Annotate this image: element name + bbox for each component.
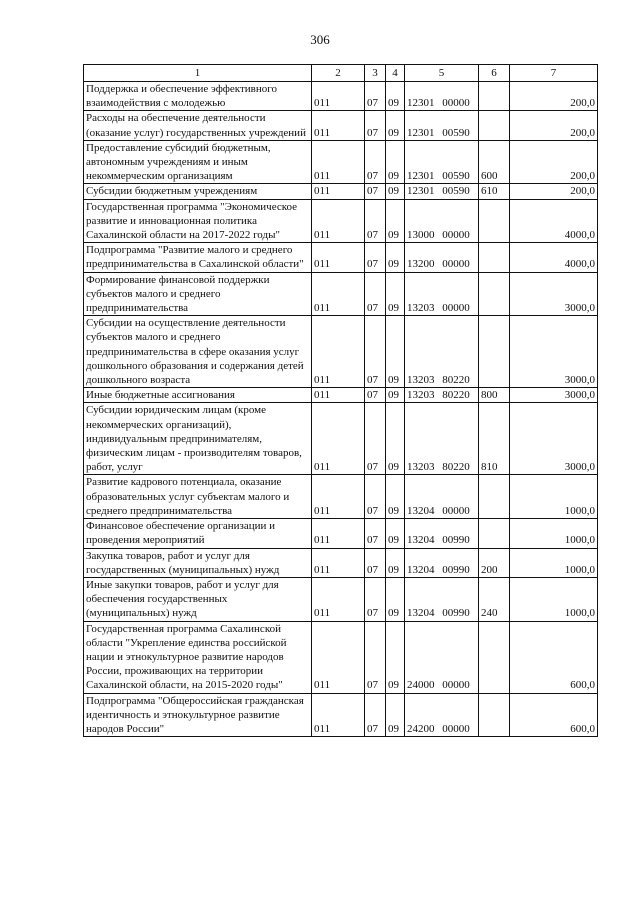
page-number: 306 [310, 32, 330, 47]
table-row [84, 82, 598, 111]
section-code-cell: 07 [365, 272, 386, 316]
amount-cell: 200,0 [510, 140, 598, 184]
subsection-code-cell: 09 [386, 199, 405, 243]
amount-cell: 1000,0 [510, 475, 598, 519]
table-row [84, 243, 598, 272]
expense-type-cell [479, 272, 510, 316]
section-code-cell: 07 [365, 475, 386, 519]
row-name-cell: Иные бюджетные ассигнования [84, 388, 312, 403]
column-header: 3 [365, 65, 386, 82]
expense-type-cell: 610 [479, 184, 510, 199]
target-article-cell: 12301 00590 [405, 111, 479, 140]
expense-type-cell [479, 199, 510, 243]
table-row [84, 621, 598, 693]
target-article-cell: 13203 80220 [405, 388, 479, 403]
amount-cell: 600,0 [510, 693, 598, 737]
admin-code-cell: 011 [312, 693, 365, 737]
section-code-cell: 07 [365, 548, 386, 577]
expense-type-cell [479, 111, 510, 140]
admin-code-cell: 011 [312, 577, 365, 621]
amount-cell: 3000,0 [510, 388, 598, 403]
admin-code-cell: 011 [312, 519, 365, 548]
table-row [84, 184, 598, 199]
section-code-cell: 07 [365, 519, 386, 548]
section-code-cell: 07 [365, 140, 386, 184]
target-article-cell: 13000 00000 [405, 199, 479, 243]
amount-cell: 200,0 [510, 82, 598, 111]
row-name-cell: Закупка товаров, работ и услуг для государственных (муниципальных) нужд [84, 548, 312, 577]
subsection-code-cell: 09 [386, 693, 405, 737]
section-code-cell: 07 [365, 184, 386, 199]
target-article-cell: 12301 00590 [405, 140, 479, 184]
expense-type-cell: 240 [479, 577, 510, 621]
subsection-code-cell: 09 [386, 548, 405, 577]
section-code-cell: 07 [365, 621, 386, 693]
section-code-cell: 07 [365, 316, 386, 388]
expense-type-cell: 810 [479, 403, 510, 475]
target-article-cell: 13204 00000 [405, 475, 479, 519]
section-code-cell: 07 [365, 243, 386, 272]
admin-code-cell: 011 [312, 403, 365, 475]
amount-cell: 3000,0 [510, 403, 598, 475]
section-code-cell: 07 [365, 388, 386, 403]
table-row [84, 548, 598, 577]
target-article-cell: 13203 80220 [405, 316, 479, 388]
subsection-code-cell: 09 [386, 475, 405, 519]
column-header: 4 [386, 65, 405, 82]
header-row [84, 65, 598, 82]
expense-type-cell [479, 316, 510, 388]
table-row [84, 140, 598, 184]
admin-code-cell: 011 [312, 316, 365, 388]
table-row [84, 577, 598, 621]
amount-cell: 1000,0 [510, 548, 598, 577]
amount-cell: 200,0 [510, 184, 598, 199]
row-name-cell: Развитие кадрового потенциала, оказание образовательных услуг субъектам малого и среднего предпринимательства [84, 475, 312, 519]
target-article-cell: 13204 00990 [405, 519, 479, 548]
row-name-cell: Государственная программа "Экономическое развитие и инновационная политика Сахалинской области на 2017-2022 годы" [84, 199, 312, 243]
subsection-code-cell: 09 [386, 403, 405, 475]
subsection-code-cell: 09 [386, 140, 405, 184]
admin-code-cell: 011 [312, 140, 365, 184]
subsection-code-cell: 09 [386, 111, 405, 140]
amount-cell: 200,0 [510, 111, 598, 140]
admin-code-cell: 011 [312, 621, 365, 693]
amount-cell: 4000,0 [510, 243, 598, 272]
amount-cell: 3000,0 [510, 316, 598, 388]
subsection-code-cell: 09 [386, 243, 405, 272]
section-code-cell: 07 [365, 403, 386, 475]
table-row [84, 475, 598, 519]
expense-type-cell [479, 475, 510, 519]
admin-code-cell: 011 [312, 82, 365, 111]
column-header: 7 [510, 65, 598, 82]
expense-type-cell: 200 [479, 548, 510, 577]
row-name-cell: Государственная программа Сахалинской области "Укрепление единства российской нации и этнокультурное развитие народов России, проживающих на территории Сахалинской области, на 2015-2020 годы" [84, 621, 312, 693]
row-name-cell: Поддержка и обеспечение эффективного взаимодействия с молодежью [84, 82, 312, 111]
subsection-code-cell: 09 [386, 621, 405, 693]
subsection-code-cell: 09 [386, 82, 405, 111]
admin-code-cell: 011 [312, 272, 365, 316]
section-code-cell: 07 [365, 577, 386, 621]
expense-type-cell: 800 [479, 388, 510, 403]
target-article-cell: 13204 00990 [405, 548, 479, 577]
row-name-cell: Предоставление субсидий бюджетным, автономным учреждениям и иным некоммерческим организациям [84, 140, 312, 184]
target-article-cell: 24000 00000 [405, 621, 479, 693]
target-article-cell: 24200 00000 [405, 693, 479, 737]
row-name-cell: Иные закупки товаров, работ и услуг для обеспечения государственных (муниципальных) нужд [84, 577, 312, 621]
subsection-code-cell: 09 [386, 184, 405, 199]
table-row [84, 693, 598, 737]
admin-code-cell: 011 [312, 111, 365, 140]
table-row [84, 519, 598, 548]
target-article-cell: 13203 00000 [405, 272, 479, 316]
table-row [84, 403, 598, 475]
target-article-cell: 13203 80220 [405, 403, 479, 475]
table-row [84, 388, 598, 403]
expense-type-cell [479, 243, 510, 272]
target-article-cell: 12301 00000 [405, 82, 479, 111]
section-code-cell: 07 [365, 693, 386, 737]
section-code-cell: 07 [365, 82, 386, 111]
subsection-code-cell: 09 [386, 388, 405, 403]
amount-cell: 3000,0 [510, 272, 598, 316]
expense-type-cell [479, 82, 510, 111]
target-article-cell: 12301 00590 [405, 184, 479, 199]
admin-code-cell: 011 [312, 243, 365, 272]
row-name-cell: Расходы на обеспечение деятельности (оказание услуг) государственных учреждений [84, 111, 312, 140]
amount-cell: 4000,0 [510, 199, 598, 243]
table-body [84, 82, 598, 737]
expense-type-cell [479, 621, 510, 693]
table-row [84, 316, 598, 388]
table-row [84, 111, 598, 140]
expense-type-cell: 600 [479, 140, 510, 184]
table-row [84, 272, 598, 316]
budget-table [83, 64, 598, 737]
admin-code-cell: 011 [312, 184, 365, 199]
row-name-cell: Подпрограмма "Развитие малого и среднего предпринимательства в Сахалинской области" [84, 243, 312, 272]
section-code-cell: 07 [365, 111, 386, 140]
expense-type-cell [479, 693, 510, 737]
section-code-cell: 07 [365, 199, 386, 243]
target-article-cell: 13204 00990 [405, 577, 479, 621]
amount-cell: 1000,0 [510, 577, 598, 621]
subsection-code-cell: 09 [386, 316, 405, 388]
subsection-code-cell: 09 [386, 519, 405, 548]
admin-code-cell: 011 [312, 475, 365, 519]
table-row [84, 199, 598, 243]
column-header: 1 [84, 65, 312, 82]
column-header: 6 [479, 65, 510, 82]
expense-type-cell [479, 519, 510, 548]
row-name-cell: Финансовое обеспечение организации и проведения мероприятий [84, 519, 312, 548]
row-name-cell: Формирование финансовой поддержки субъектов малого и среднего предпринимательства [84, 272, 312, 316]
subsection-code-cell: 09 [386, 577, 405, 621]
row-name-cell: Субсидии юридическим лицам (кроме некоммерческих организаций), индивидуальным предпринимателям, физическим лицам - производителям товаров, работ, услуг [84, 403, 312, 475]
column-header: 2 [312, 65, 365, 82]
column-header: 5 [405, 65, 479, 82]
row-name-cell: Субсидии бюджетным учреждениям [84, 184, 312, 199]
subsection-code-cell: 09 [386, 272, 405, 316]
row-name-cell: Подпрограмма "Общероссийская гражданская идентичность и этнокультурное развитие народов России" [84, 693, 312, 737]
row-name-cell: Субсидии на осуществление деятельности субъектов малого и среднего предпринимательства в сфере оказания услуг дошкольного образования и содержания детей дошкольного возраста [84, 316, 312, 388]
amount-cell: 600,0 [510, 621, 598, 693]
amount-cell: 1000,0 [510, 519, 598, 548]
admin-code-cell: 011 [312, 388, 365, 403]
admin-code-cell: 011 [312, 199, 365, 243]
target-article-cell: 13200 00000 [405, 243, 479, 272]
admin-code-cell: 011 [312, 548, 365, 577]
